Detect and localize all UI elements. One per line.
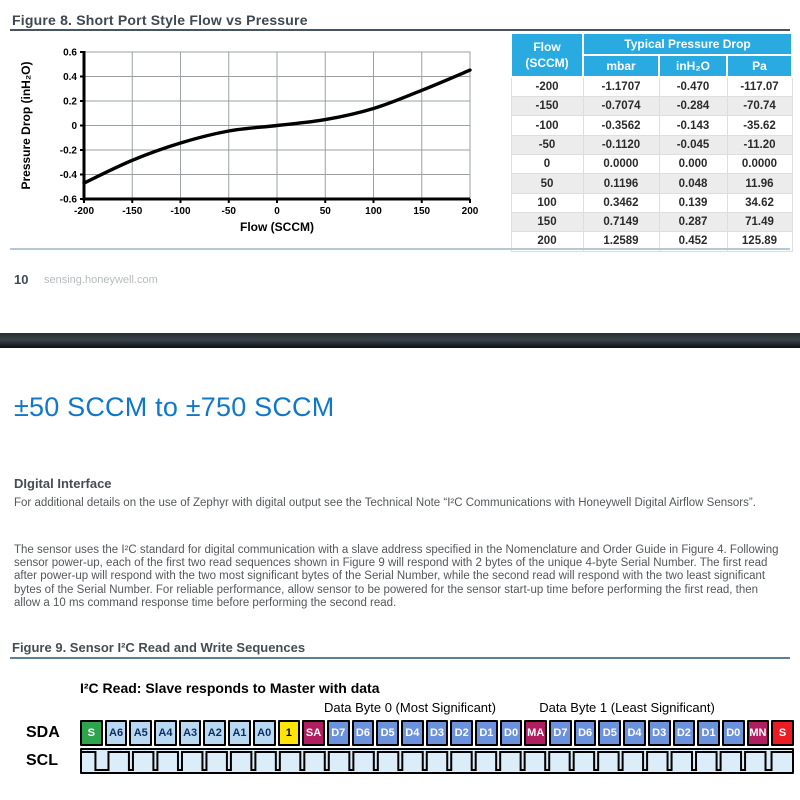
table-row (511, 77, 792, 96)
i2c-cell-d3-data: D3 (648, 720, 671, 746)
i2c-cell-d1-data: D1 (697, 720, 720, 746)
table-cell: -0.7074 (583, 97, 659, 116)
table-cell: 0.000 (659, 155, 727, 174)
table-row (511, 174, 792, 193)
i2c-cell-d4-data: D4 (623, 720, 646, 746)
figure8-title-rule (10, 29, 790, 31)
svg-text:0.4: 0.4 (63, 72, 77, 83)
svg-text:-50: -50 (221, 206, 236, 217)
table-row (511, 193, 792, 212)
i2c-cell-a4-addr: A4 (154, 720, 177, 746)
table-cell: 0.1196 (583, 174, 659, 193)
table-row (511, 155, 792, 174)
table-cell: 1.2589 (583, 232, 659, 251)
i2c-cell-1-rw: 1 (278, 720, 301, 746)
i2c-cell-a3-addr: A3 (179, 720, 202, 746)
table-cell: -50 (511, 135, 583, 154)
table-cell: 0.139 (659, 193, 727, 212)
table-cell: -100 (511, 116, 583, 135)
i2c-cell-d7-data: D7 (549, 720, 572, 746)
i2c-cell-d7-data: D7 (327, 720, 350, 746)
i2c-cell-s-start: S (80, 720, 103, 746)
i2c-cell-d1-data: D1 (475, 720, 498, 746)
table-cell: 11.96 (727, 174, 792, 193)
i2c-cell-a5-addr: A5 (129, 720, 152, 746)
i2c-cell-sa-ack: SA (302, 720, 325, 746)
table-cell: -117.07 (727, 77, 792, 96)
i2c-cell-s-stop: S (771, 720, 794, 746)
table-cell: -150 (511, 97, 583, 116)
scl-waveform (80, 748, 794, 774)
i2c-cell-d6-data: D6 (574, 720, 597, 746)
sda-label: SDA (26, 724, 60, 741)
pressure-drop-table (510, 32, 793, 252)
i2c-cell-a2-addr: A2 (203, 720, 226, 746)
table-header-group: Typical Pressure Drop (583, 33, 792, 55)
table-subheader: mbar (583, 55, 659, 77)
table-cell: -0.143 (659, 116, 727, 135)
figure9-title: Figure 9. Sensor I²C Read and Write Sequences (12, 640, 306, 655)
data-byte1-label: Data Byte 1 (Least Significant) (539, 700, 715, 715)
i2c-cell-d4-data: D4 (401, 720, 424, 746)
figure9-title-rule (10, 657, 790, 659)
svg-text:100: 100 (365, 206, 382, 217)
table-cell: -0.045 (659, 135, 727, 154)
range-heading: ±50 SCCM to ±750 SCCM (14, 392, 335, 422)
table-row (511, 116, 792, 135)
i2c-cell-d5-data: D5 (598, 720, 621, 746)
digital-interface-paragraph-1: For additional details on the use of Zephyr with digital output see the Technical Note “I²C Communications with Honeywell Digital Airflow Sensors”. (14, 497, 756, 509)
table-cell: 34.62 (727, 193, 792, 212)
table-cell: 125.89 (727, 232, 792, 251)
table-cell: -0.1120 (583, 135, 659, 154)
svg-text:-0.2: -0.2 (59, 145, 77, 157)
i2c-cell-d0-data: D0 (722, 720, 745, 746)
table-cell: -35.62 (727, 116, 792, 135)
table-cell: -1.1707 (583, 77, 659, 96)
table-cell: 0.0000 (583, 155, 659, 174)
i2c-cell-mn-ack: MN (747, 720, 770, 746)
svg-text:-200: -200 (73, 206, 95, 217)
table-row (511, 212, 792, 231)
svg-text:-0.4: -0.4 (59, 170, 77, 181)
digital-interface-paragraph-2: The sensor uses the I²C standard for digital communication with a slave address specified in the Nomenclature and Order Guide in Figure 4. Following sensor power-up, each of the first two read sequences shown in Figure 9 will respond with 2 bytes of the unique 4-byte Serial Number. The first read after power-up will respond with the two most significant bytes of the Serial Number, while the second read will respond with the two least significant bytes of the Serial Number. For reliable performance, allow sensor to be powered for the sensor start-up time before performing the first read, then allow a 10 ms command response time before performing the second read. (14, 544, 779, 609)
svg-text:0.2: 0.2 (63, 96, 77, 108)
svg-text:150: 150 (413, 206, 431, 217)
i2c-cell-a1-addr: A1 (228, 720, 251, 746)
figure8-title: Figure 8. Short Port Style Flow vs Pressure (12, 12, 308, 28)
table-cell: 0.287 (659, 212, 727, 231)
table-cell: 0.048 (659, 174, 727, 193)
svg-text:-100: -100 (170, 206, 191, 217)
sda-row (26, 720, 794, 746)
table-cell: 150 (511, 212, 583, 231)
i2c-cell-d0-data: D0 (500, 720, 523, 746)
table-cell: 0 (511, 155, 583, 174)
table-cell: 50 (511, 174, 583, 193)
table-cell: 200 (511, 232, 583, 251)
i2c-cell-a6-addr: A6 (105, 720, 128, 746)
table-row (511, 97, 792, 116)
i2c-sequence-diagram (26, 720, 794, 774)
table-subheader: inH₂O (659, 55, 727, 77)
table-cell: 0.3462 (583, 193, 659, 212)
svg-text:-150: -150 (122, 206, 143, 217)
table-row (511, 135, 792, 154)
table-cell: -0.470 (659, 77, 727, 96)
page-number: 10 (14, 272, 29, 287)
table-cell: -11.20 (727, 135, 792, 154)
svg-text:Pressure Drop (inH₂O): Pressure Drop (inH₂O) (19, 61, 33, 190)
table-header-flow: Flow (SCCM) (511, 33, 583, 77)
svg-text:200: 200 (461, 206, 479, 217)
table-cell: 0.0000 (727, 155, 792, 174)
i2c-cell-a0-addr: A0 (253, 720, 276, 746)
svg-text:0.6: 0.6 (63, 47, 77, 59)
i2c-cell-d3-data: D3 (426, 720, 449, 746)
scl-row (26, 748, 794, 774)
table-cell: 0.7149 (583, 212, 659, 231)
table-cell: -0.284 (659, 97, 727, 116)
flow-pressure-chart (4, 36, 504, 246)
table-subheader: Pa (727, 55, 792, 77)
i2c-cell-d6-data: D6 (352, 720, 375, 746)
page-divider-bar (0, 333, 800, 348)
i2c-cell-d2-data: D2 (450, 720, 473, 746)
i2c-read-title: I²C Read: Slave responds to Master with data (80, 680, 380, 696)
data-byte0-label: Data Byte 0 (Most Significant) (324, 700, 496, 715)
scl-label: SCL (26, 752, 58, 769)
i2c-cell-d2-data: D2 (673, 720, 696, 746)
table-cell: 100 (511, 193, 583, 212)
table-cell: 0.452 (659, 232, 727, 251)
i2c-cell-d5-data: D5 (376, 720, 399, 746)
table-cell: -200 (511, 77, 583, 96)
svg-text:0: 0 (274, 206, 280, 217)
table-cell: -0.3562 (583, 116, 659, 135)
figure8-bottom-rule (10, 248, 790, 250)
i2c-cell-ma-ack: MA (524, 720, 547, 746)
svg-text:0: 0 (71, 121, 77, 132)
footer-website: sensing.honeywell.com (44, 274, 158, 286)
svg-text:50: 50 (319, 206, 331, 217)
sda-cells (80, 720, 794, 746)
table-cell: 71.49 (727, 212, 792, 231)
table-cell: -70.74 (727, 97, 792, 116)
svg-text:-0.6: -0.6 (59, 194, 77, 206)
digital-interface-title: DIgital Interface (14, 476, 112, 491)
svg-text:Flow (SCCM): Flow (SCCM) (240, 220, 314, 234)
